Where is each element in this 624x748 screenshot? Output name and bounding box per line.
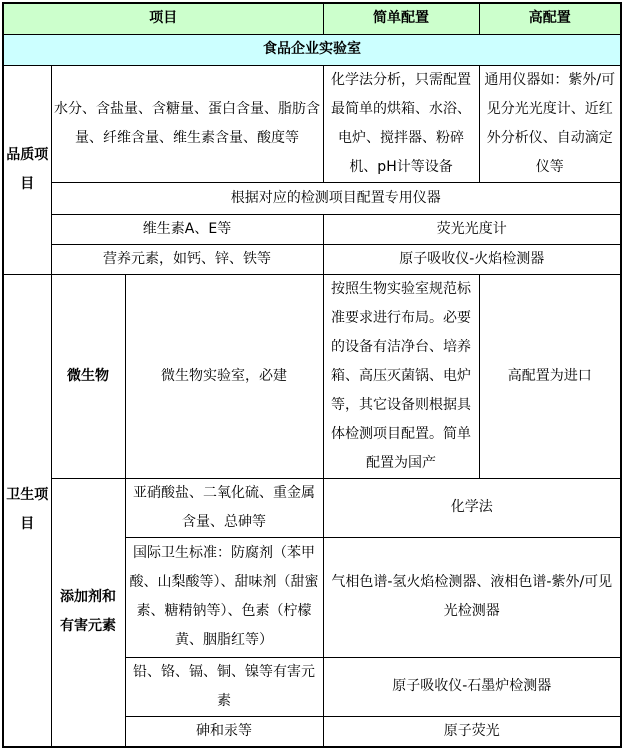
col-header-high-config: 高配置 bbox=[479, 3, 621, 34]
cell-nutrients-config: 原子吸收仪-火焰检测器 bbox=[323, 244, 621, 274]
row-label-hygiene-items: 卫生项目 bbox=[3, 274, 51, 747]
table-banner-row bbox=[3, 34, 621, 65]
cell-micro-high: 高配置为进口 bbox=[479, 274, 621, 478]
row-quality-dedicated bbox=[3, 182, 621, 214]
row-additives-nitrites bbox=[3, 478, 621, 537]
banner-lab-title: 食品企业实验室 bbox=[3, 34, 621, 65]
row-quality-physchem bbox=[3, 65, 621, 182]
cell-quality-physchem-high: 通用仪器如：紫外/可见分光光度计、近红外分析仪、自动滴定仪等 bbox=[479, 65, 621, 182]
row-quality-vitamins bbox=[3, 214, 621, 244]
col-header-simple-config: 简单配置 bbox=[323, 3, 479, 34]
cell-heavy-metals-config: 原子吸收仪-石墨炉检测器 bbox=[323, 657, 621, 716]
col-header-project: 项目 bbox=[3, 3, 323, 34]
cell-nutrients-items: 营养元素，如钙、锌、铁等 bbox=[51, 244, 323, 274]
cell-arsenic-mercury-config: 原子荧光 bbox=[323, 716, 621, 747]
cell-dedicated-instruments-note: 根据对应的检测项目配置专用仪器 bbox=[51, 182, 621, 214]
cell-quality-physchem-simple: 化学法分析，只需配置最简单的烘箱、水浴、电炉、搅拌器、粉碎机、pH计等设备 bbox=[323, 65, 479, 182]
table-header-row bbox=[3, 3, 621, 34]
cell-nitrites-config: 化学法 bbox=[323, 478, 621, 537]
cell-arsenic-mercury-items: 砷和汞等 bbox=[125, 716, 323, 747]
cell-nitrites-items: 亚硝酸盐、二氧化硫、重金属含量、总砷等 bbox=[125, 478, 323, 537]
cell-micro-items: 微生物实验室，必建 bbox=[125, 274, 323, 478]
row-hygiene-microbiology bbox=[3, 274, 621, 478]
row-quality-nutrients bbox=[3, 244, 621, 274]
cell-vitamins-items: 维生素A、E等 bbox=[51, 214, 323, 244]
row-label-quality-items: 品质项目 bbox=[3, 65, 51, 274]
lab-config-table bbox=[2, 2, 622, 748]
cell-quality-physchem-items: 水分、含盐量、含糖量、蛋白含量、脂肪含量、纤维含量、维生素含量、酸度等 bbox=[51, 65, 323, 182]
row-label-additives-harmful: 添加剂和有害元素 bbox=[51, 478, 125, 747]
cell-heavy-metals-items: 铅、铬、镉、铜、镍等有害元素 bbox=[125, 657, 323, 716]
cell-vitamins-config: 荧光光度计 bbox=[323, 214, 621, 244]
row-label-microbiology: 微生物 bbox=[51, 274, 125, 478]
cell-intl-standard-config: 气相色谱-氢火焰检测器、液相色谱-紫外/可见光检测器 bbox=[323, 537, 621, 657]
cell-intl-standard-items: 国际卫生标准：防腐剂（苯甲酸、山梨酸等）、甜味剂（甜蜜素、糖精钠等）、色素（柠檬黄、胭脂红等） bbox=[125, 537, 323, 657]
cell-micro-simple: 按照生物实验室规范标准要求进行布局。必要的设备有洁净台、培养箱、高压灭菌锅、电炉等，其它设备则根据具体检测项目配置。简单配置为国产 bbox=[323, 274, 479, 478]
